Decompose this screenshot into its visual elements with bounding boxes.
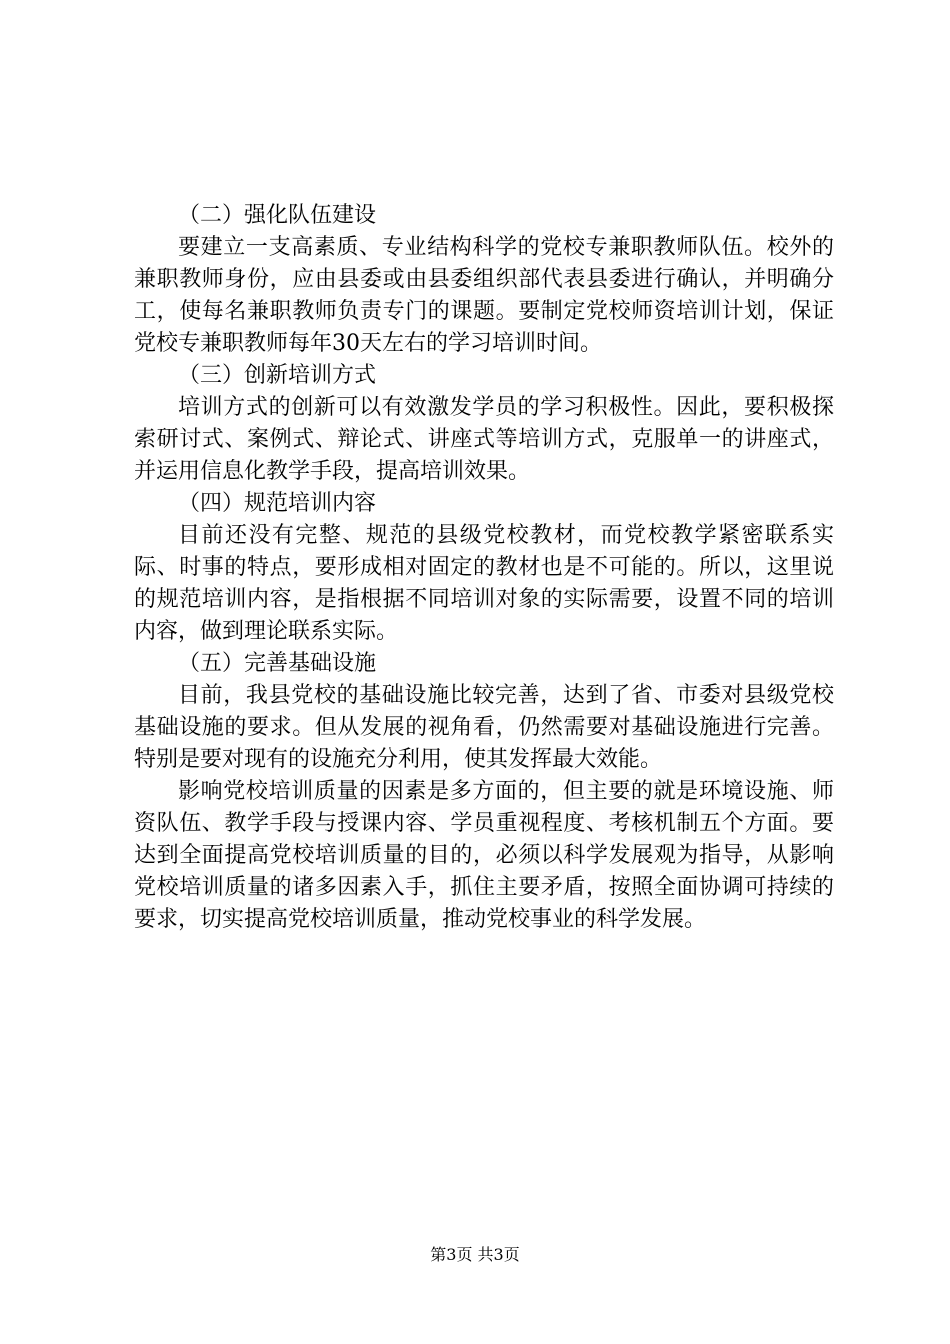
section-heading: （四）规范培训内容 xyxy=(178,491,377,516)
body-paragraph: 要建立一支高素质、专业结构科学的党校专兼职教师队伍。校外的兼职教师身份，应由县委或由县委组织部代表县委进行确认，并明确分工，使每名兼职教师负责专门的课题。要制定党校师资培训计划，保证党校专兼职教师每年30天左右的学习培训时间。 xyxy=(134,235,834,356)
page-number-label: 第3页 共3页 xyxy=(430,1245,520,1264)
body-paragraph: 目前还没有完整、规范的县级党校教材，而党校教学紧密联系实际、时事的特点，要形成相对固定的教材也是不可能的。所以，这里说的规范培训内容，是指根据不同培训对象的实际需要，设置不同的培训内容，做到理论联系实际。 xyxy=(134,523,834,644)
document-body xyxy=(134,200,834,936)
body-paragraph: 影响党校培训质量的因素是多方面的，但主要的就是环境设施、师资队伍、教学手段与授课内容、学员重视程度、考核机制五个方面。要达到全面提高党校培训质量的目的，必须以科学发展观为指导，从影响党校培训质量的诸多因素入手，抓住主要矛盾，按照全面协调可持续的要求，切实提高党校培训质量，推动党校事业的科学发展。 xyxy=(134,779,834,932)
section-heading: （三）创新培训方式 xyxy=(178,363,377,388)
section-heading: （五）完善基础设施 xyxy=(178,651,377,676)
body-paragraph: 目前，我县党校的基础设施比较完善，达到了省、市委对县级党校基础设施的要求。但从发展的视角看，仍然需要对基础设施进行完善。特别是要对现有的设施充分利用，使其发挥最大效能。 xyxy=(134,683,834,772)
page-footer xyxy=(0,1245,950,1265)
body-paragraph: 培训方式的创新可以有效激发学员的学习积极性。因此，要积极探索研讨式、案例式、辩论式、讲座式等培训方式，克服单一的讲座式，并运用信息化教学手段，提高培训效果。 xyxy=(134,395,834,484)
section-heading: （二）强化队伍建设 xyxy=(178,203,377,228)
